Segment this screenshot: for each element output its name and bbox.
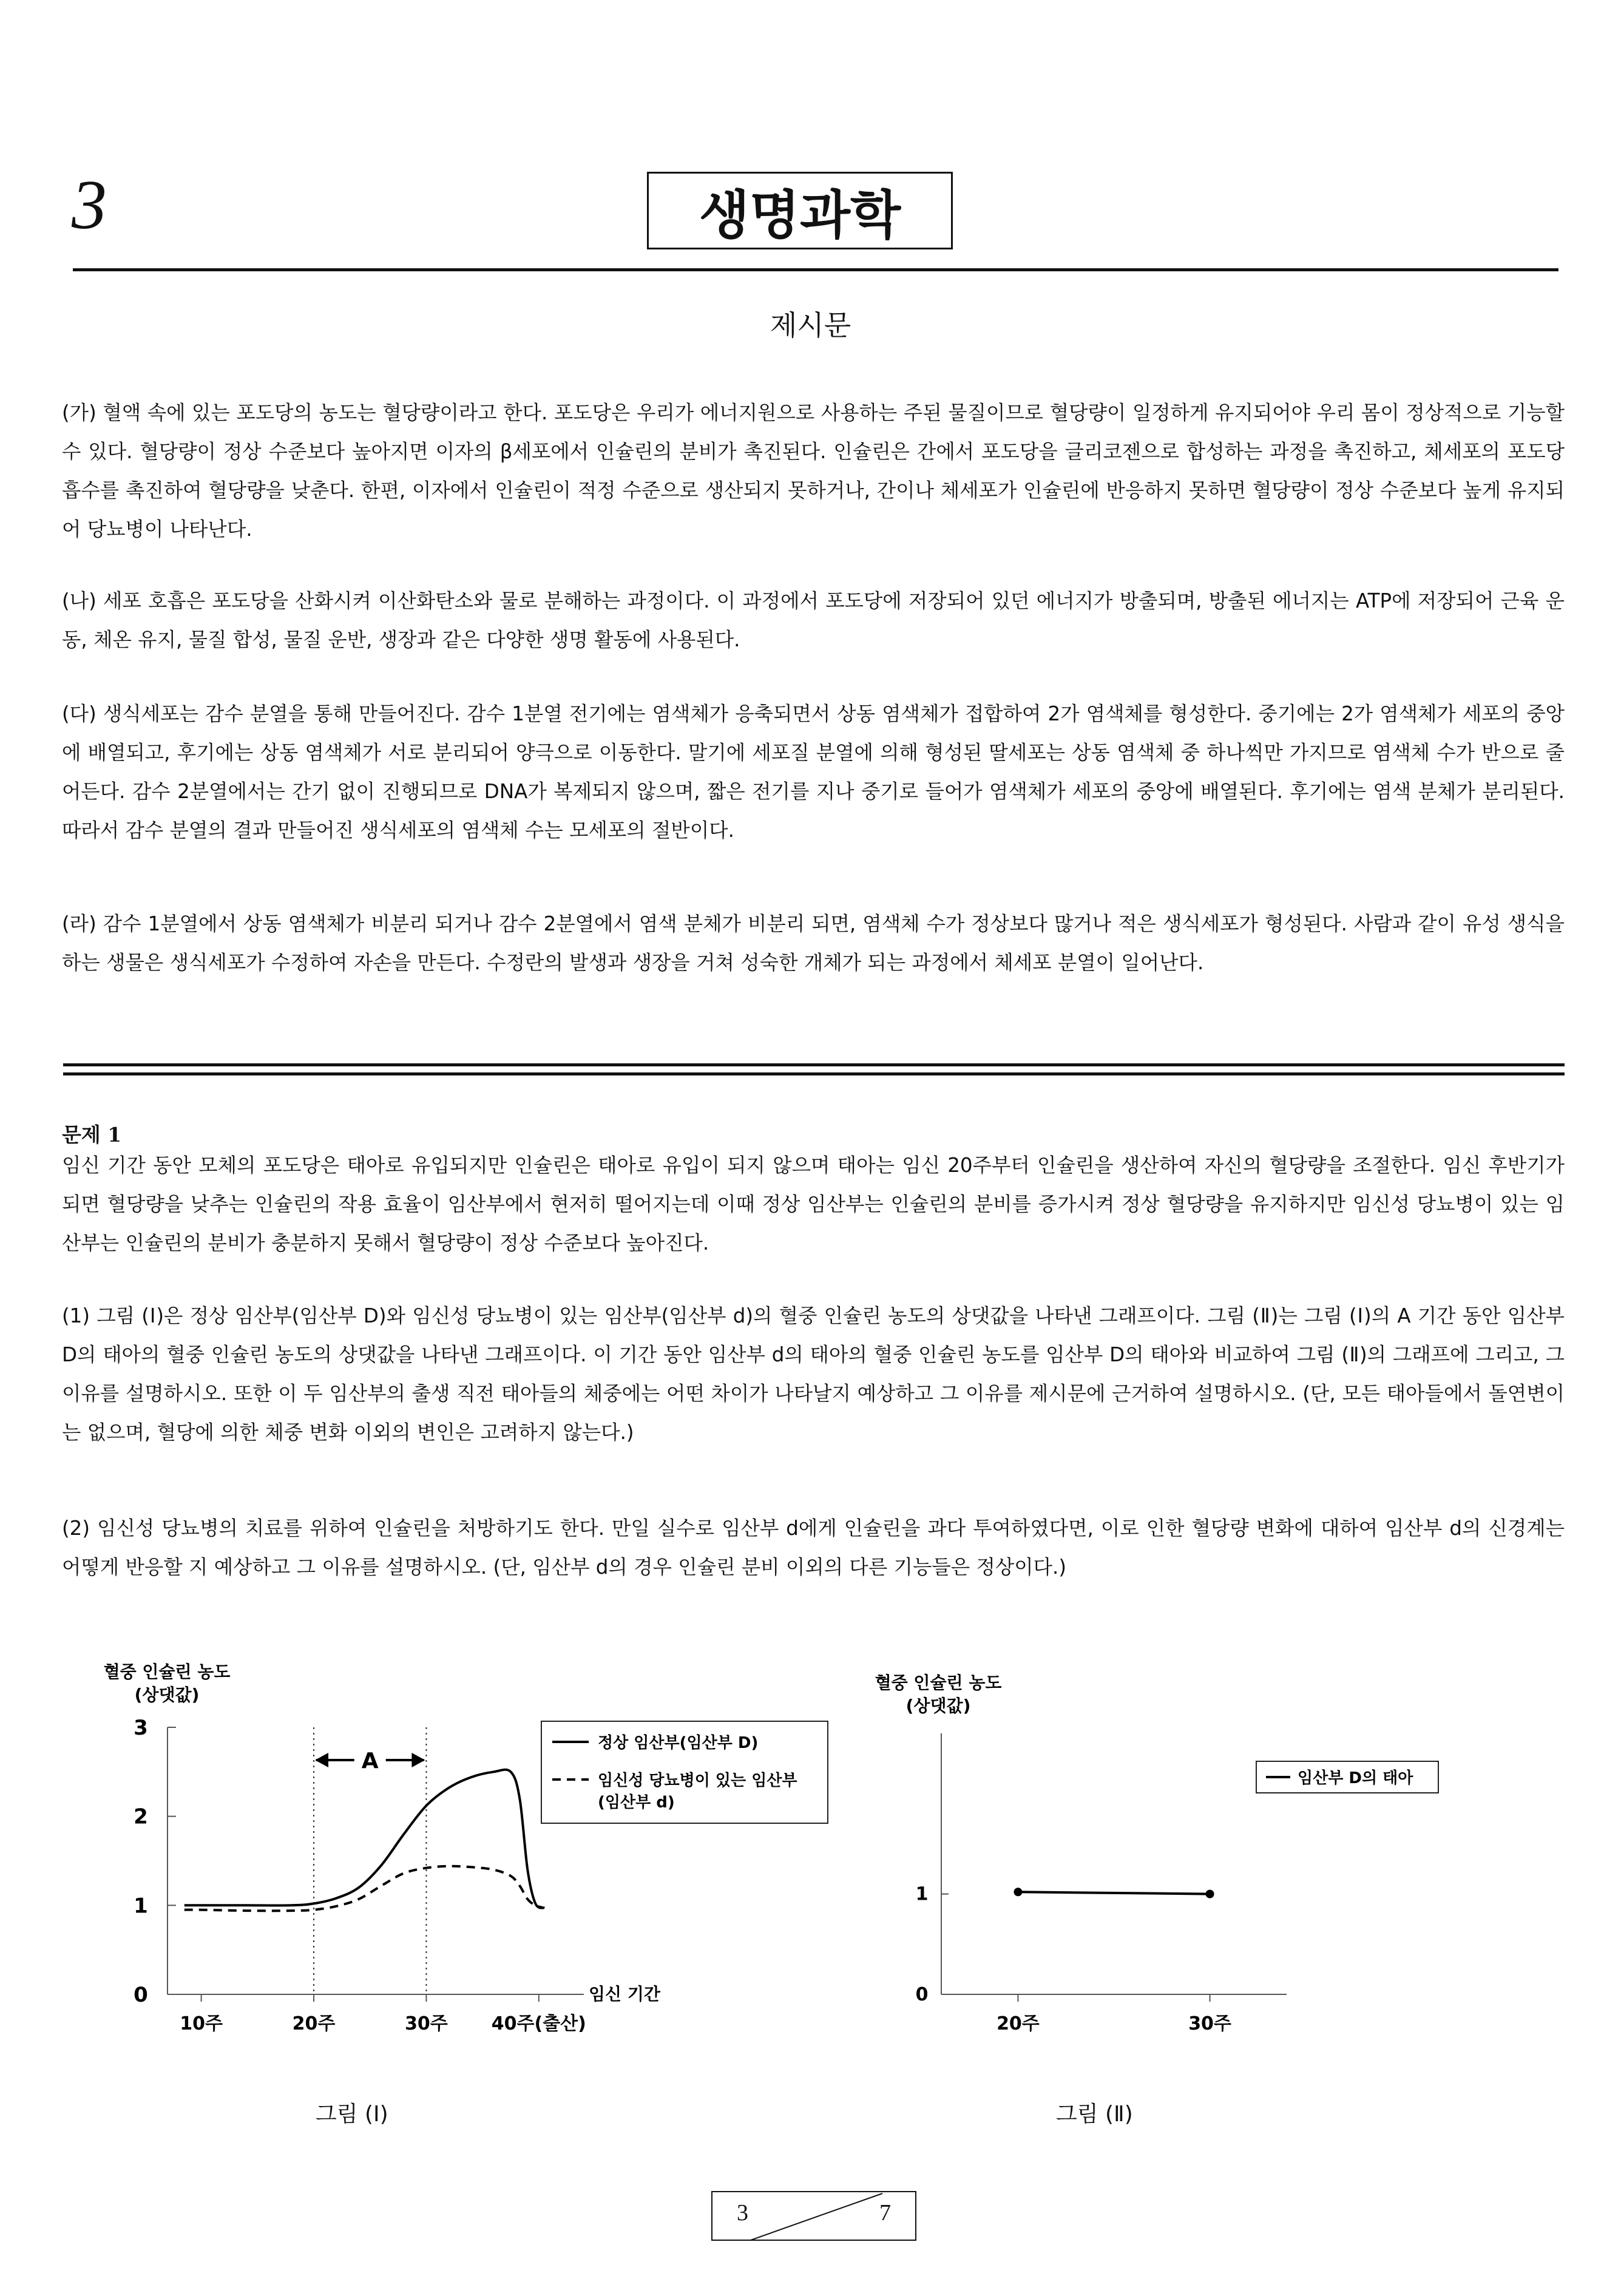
figure-1-chart: [73, 1651, 862, 2076]
section-divider-top: [63, 1063, 1565, 1066]
passage-da: (다) 생식세포는 감수 분열을 통해 만들어진다. 감수 1분열 전기에는 염색체가 응축되면서 상동 염색체가 접합하여 2가 염색체를 형성한다. 중기에는 2가 염색체가 세포의 중앙에 배열되고, 후기에는 상동 염색체가 서로 분리되어 양극으로 이동한다. 말기에 세포질 분열에 의해 형성된 딸세포는 상동 염색체 중 하나씩만 가지므로 염색체 수가 반으로 줄어든다. 감수 2분열에서는 간기 없이 진행되므로 DNA가 복제되지 않으며, 짧은 전기를 지나 중기로 들어가 염색체가 세포의 중앙에 배열된다. 후기에는 염색 분체가 분리된다. 따라서 감수 분열의 결과 만들어진 생식세포의 염색체 수는 모세포의 절반이다.: [62, 702, 1565, 842]
fig2-ylabel-line1: 혈중 인슐린 농도: [875, 1673, 1002, 1693]
section-divider-bottom: [63, 1072, 1565, 1075]
section-number: 3: [72, 166, 107, 244]
page-indicator: [711, 2191, 916, 2241]
fig2-legend-fetus-d: 임산부 D의 태아: [1298, 1769, 1413, 1787]
fig1-period-arrowhead-right: [411, 1753, 425, 1767]
header-divider: [73, 268, 1558, 271]
fig1-ytick-label: 0: [134, 1983, 148, 2007]
fig2-series-point: [1014, 1888, 1022, 1896]
page-total: 7: [879, 2200, 891, 2226]
passage-ga: (가) 혈액 속에 있는 포도당의 농도는 혈당량이라고 한다. 포도당은 우리가 에너지원으로 사용하는 주된 물질이므로 혈당량이 일정하게 유지되어야 우리 몸이 정상적으로 기능할 수 있다. 혈당량이 정상 수준보다 높아지면 이자의 β세포에서 인슐린의 분비가 촉진된다. 인슐린은 간에서 포도당을 글리코젠으로 합성하는 과정을 촉진하고, 체세포의 포도당 흡수를 촉진하여 혈당량을 낮춘다. 한편, 이자에서 인슐린이 적정 수준으로 생산되지 못하거나, 간이나 체세포가 인슐린에 반응하지 못하면 혈당량이 정상 수준보다 높게 유지되어 당뇨병이 나타난다.: [62, 401, 1565, 541]
fig1-xtick-label: 10주: [180, 2013, 223, 2034]
figure-2-caption: 그림 (Ⅱ): [1056, 2102, 1133, 2127]
question-2: (2) 임신성 당뇨병의 치료를 위하여 인슐린을 처방하기도 한다. 만일 실수로 임산부 d에게 인슐린을 과다 투여하였다면, 이로 인한 혈당량 변화에 대하여 임산부 d의 신경계는 어떻게 반응할 지 예상하고 그 이유를 설명하시오. (단, 임산부 d의 경우 인슐린 분비 이외의 다른 기능들은 정상이다.): [62, 1517, 1565, 1579]
fig2-series-fetus-d: [1018, 1892, 1210, 1894]
figure-1-caption: 그림 (Ⅰ): [316, 2102, 388, 2127]
fig2-ytick-label: 1: [915, 1883, 929, 1905]
fig1-ylabel-line1: 혈중 인슐린 농도: [103, 1662, 231, 1682]
passage-na: (나) 세포 호흡은 포도당을 산화시켜 이산화탄소와 물로 분해하는 과정이다. 이 과정에서 포도당에 저장되어 있던 에너지가 방출되며, 방출된 에너지는 ATP에 저장되어 근육 운동, 체온 유지, 물질 합성, 물질 운반, 생장과 같은 다양한 생명 활동에 사용된다.: [62, 589, 1565, 651]
fig1-ytick-label: 1: [134, 1894, 148, 1918]
fig1-ytick-label: 2: [134, 1804, 148, 1829]
subject-title: 생명과학: [647, 172, 953, 249]
problem-intro: 임신 기간 동안 모체의 포도당은 태아로 유입되지만 인슐린은 태아로 유입이 되지 않으며 태아는 임신 20주부터 인슐린을 생산하여 자신의 혈당량을 조절한다. 임신 후반기가 되면 혈당량을 낮추는 인슐린의 작용 효율이 임산부에서 현저히 떨어지는데 이때 정상 임산부는 인슐린의 분비를 증가시켜 정상 혈당량을 유지하지만 임신성 당뇨병이 있는 임산부는 인슐린의 분비가 충분하지 못해서 혈당량이 정상 수준보다 높아진다.: [62, 1154, 1565, 1255]
page-current: 3: [737, 2200, 748, 2226]
fig1-legend-dd-line1: 임신성 당뇨병이 있는 임산부: [598, 1772, 797, 1790]
fig1-legend-d: 정상 임산부(임산부 D): [598, 1734, 759, 1752]
fig2-xtick-label: 20주: [997, 2013, 1040, 2034]
fig1-series-normal-d: [184, 1770, 544, 1908]
question-1: (1) 그림 (Ⅰ)은 정상 임산부(임산부 D)와 임신성 당뇨병이 있는 임산부(임산부 d)의 혈중 인슐린 농도의 상댓값을 나타낸 그래프이다. 그림 (Ⅱ)는 그림 (Ⅰ)의 A 기간 동안 임산부 D의 태아의 혈중 인슐린 농도의 상댓값을 나타낸 그래프이다. 이 기간 동안 임산부 d의 태아의 혈중 인슐린 농도를 임산부 D의 태아와 비교하여 그림 (Ⅱ)의 그래프에 그리고, 그 이유를 설명하시오. 또한 이 두 임산부의 출생 직전 태아들의 체중에는 어떤 차이가 나타날지 예상하고 그 이유를 제시문에 근거하여 설명하시오. (단, 모든 태아들에서 돌연변이는 없으며, 혈당에 의한 체중 변화 이외의 변인은 고려하지 않는다.): [62, 1304, 1565, 1444]
passage-ra: (라) 감수 1분열에서 상동 염색체가 비분리 되거나 감수 2분열에서 염색 분체가 비분리 되면, 염색체 수가 정상보다 많거나 적은 생식세포가 형성된다. 사람과 같이 유성 생식을 하는 생물은 생식세포가 수정하여 자손을 만든다. 수정란의 발생과 생장을 거쳐 성숙한 개체가 되는 과정에서 체세포 분열이 일어난다.: [62, 912, 1565, 974]
fig1-legend-dd-line2: (임산부 d): [598, 1793, 675, 1812]
fig2-series-point: [1206, 1890, 1214, 1898]
fig2-ylabel-line2: (상댓값): [905, 1696, 971, 1716]
fig2-xtick-label: 30주: [1188, 2013, 1231, 2034]
figure-2-chart: [862, 1663, 1469, 2076]
fig1-xtick-label: 30주: [405, 2013, 448, 2034]
passage-heading: 제시문: [770, 309, 851, 342]
fig1-ylabel-line2: (상댓값): [134, 1685, 200, 1705]
fig1-period-arrowhead-left: [315, 1753, 328, 1767]
fig1-xtick-label: 20주: [292, 2013, 336, 2034]
fig1-xtick-label: 40주(출산): [491, 2013, 586, 2034]
fig1-ytick-label: 3: [134, 1716, 148, 1740]
fig1-xlabel: 임신 기간: [589, 1984, 660, 2004]
fig2-ytick-label: 0: [915, 1984, 929, 2005]
fig1-series-diabetic-d: [184, 1866, 544, 1911]
problem-title: 문제 1: [62, 1123, 122, 1146]
fig1-period-label: A: [361, 1749, 379, 1773]
